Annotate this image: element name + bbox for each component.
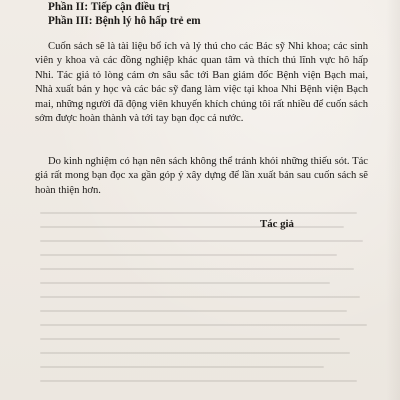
heading-part-2: Phần II: Tiếp cận điều trị	[48, 1, 170, 13]
heading-part-3: Phần III: Bệnh lý hô hấp trẻ em	[48, 15, 201, 27]
author-signature: Tác giả	[260, 218, 294, 230]
bleed-through-texture	[40, 212, 370, 397]
paragraph-feedback-request: Do kinh nghiệm có hạn nên sách không thể tránh khỏi những thiếu sót. Tác giả rất mong bạn đọc xa gần góp ý xây dựng để lần xuất bản sau cuốn sách sẽ hoàn thiện hơn.	[35, 156, 368, 196]
paragraph-acknowledgement: Cuốn sách sẽ là tài liệu bổ ích và lý thú cho các Bác sỹ Nhi khoa; các sinh viên y khoa và các đồng nghiệp khác quan tâm và thích thú lĩnh vực hô hấp Nhi. Tác giả tỏ lòng cám ơn sâu sắc tới Ban giám đốc Bệnh viện Bạch mai, Nhà xuất bản y học và các bác sỹ đang làm việc tại khoa Nhi Bệnh viện Bạch mai, những người đã động viên khuyến khích chúng tôi rất nhiều để cuốn sách sớm được hoàn thành và tới tay bạn đọc cả nước.	[35, 41, 368, 125]
page-edge-shadow	[386, 0, 400, 400]
